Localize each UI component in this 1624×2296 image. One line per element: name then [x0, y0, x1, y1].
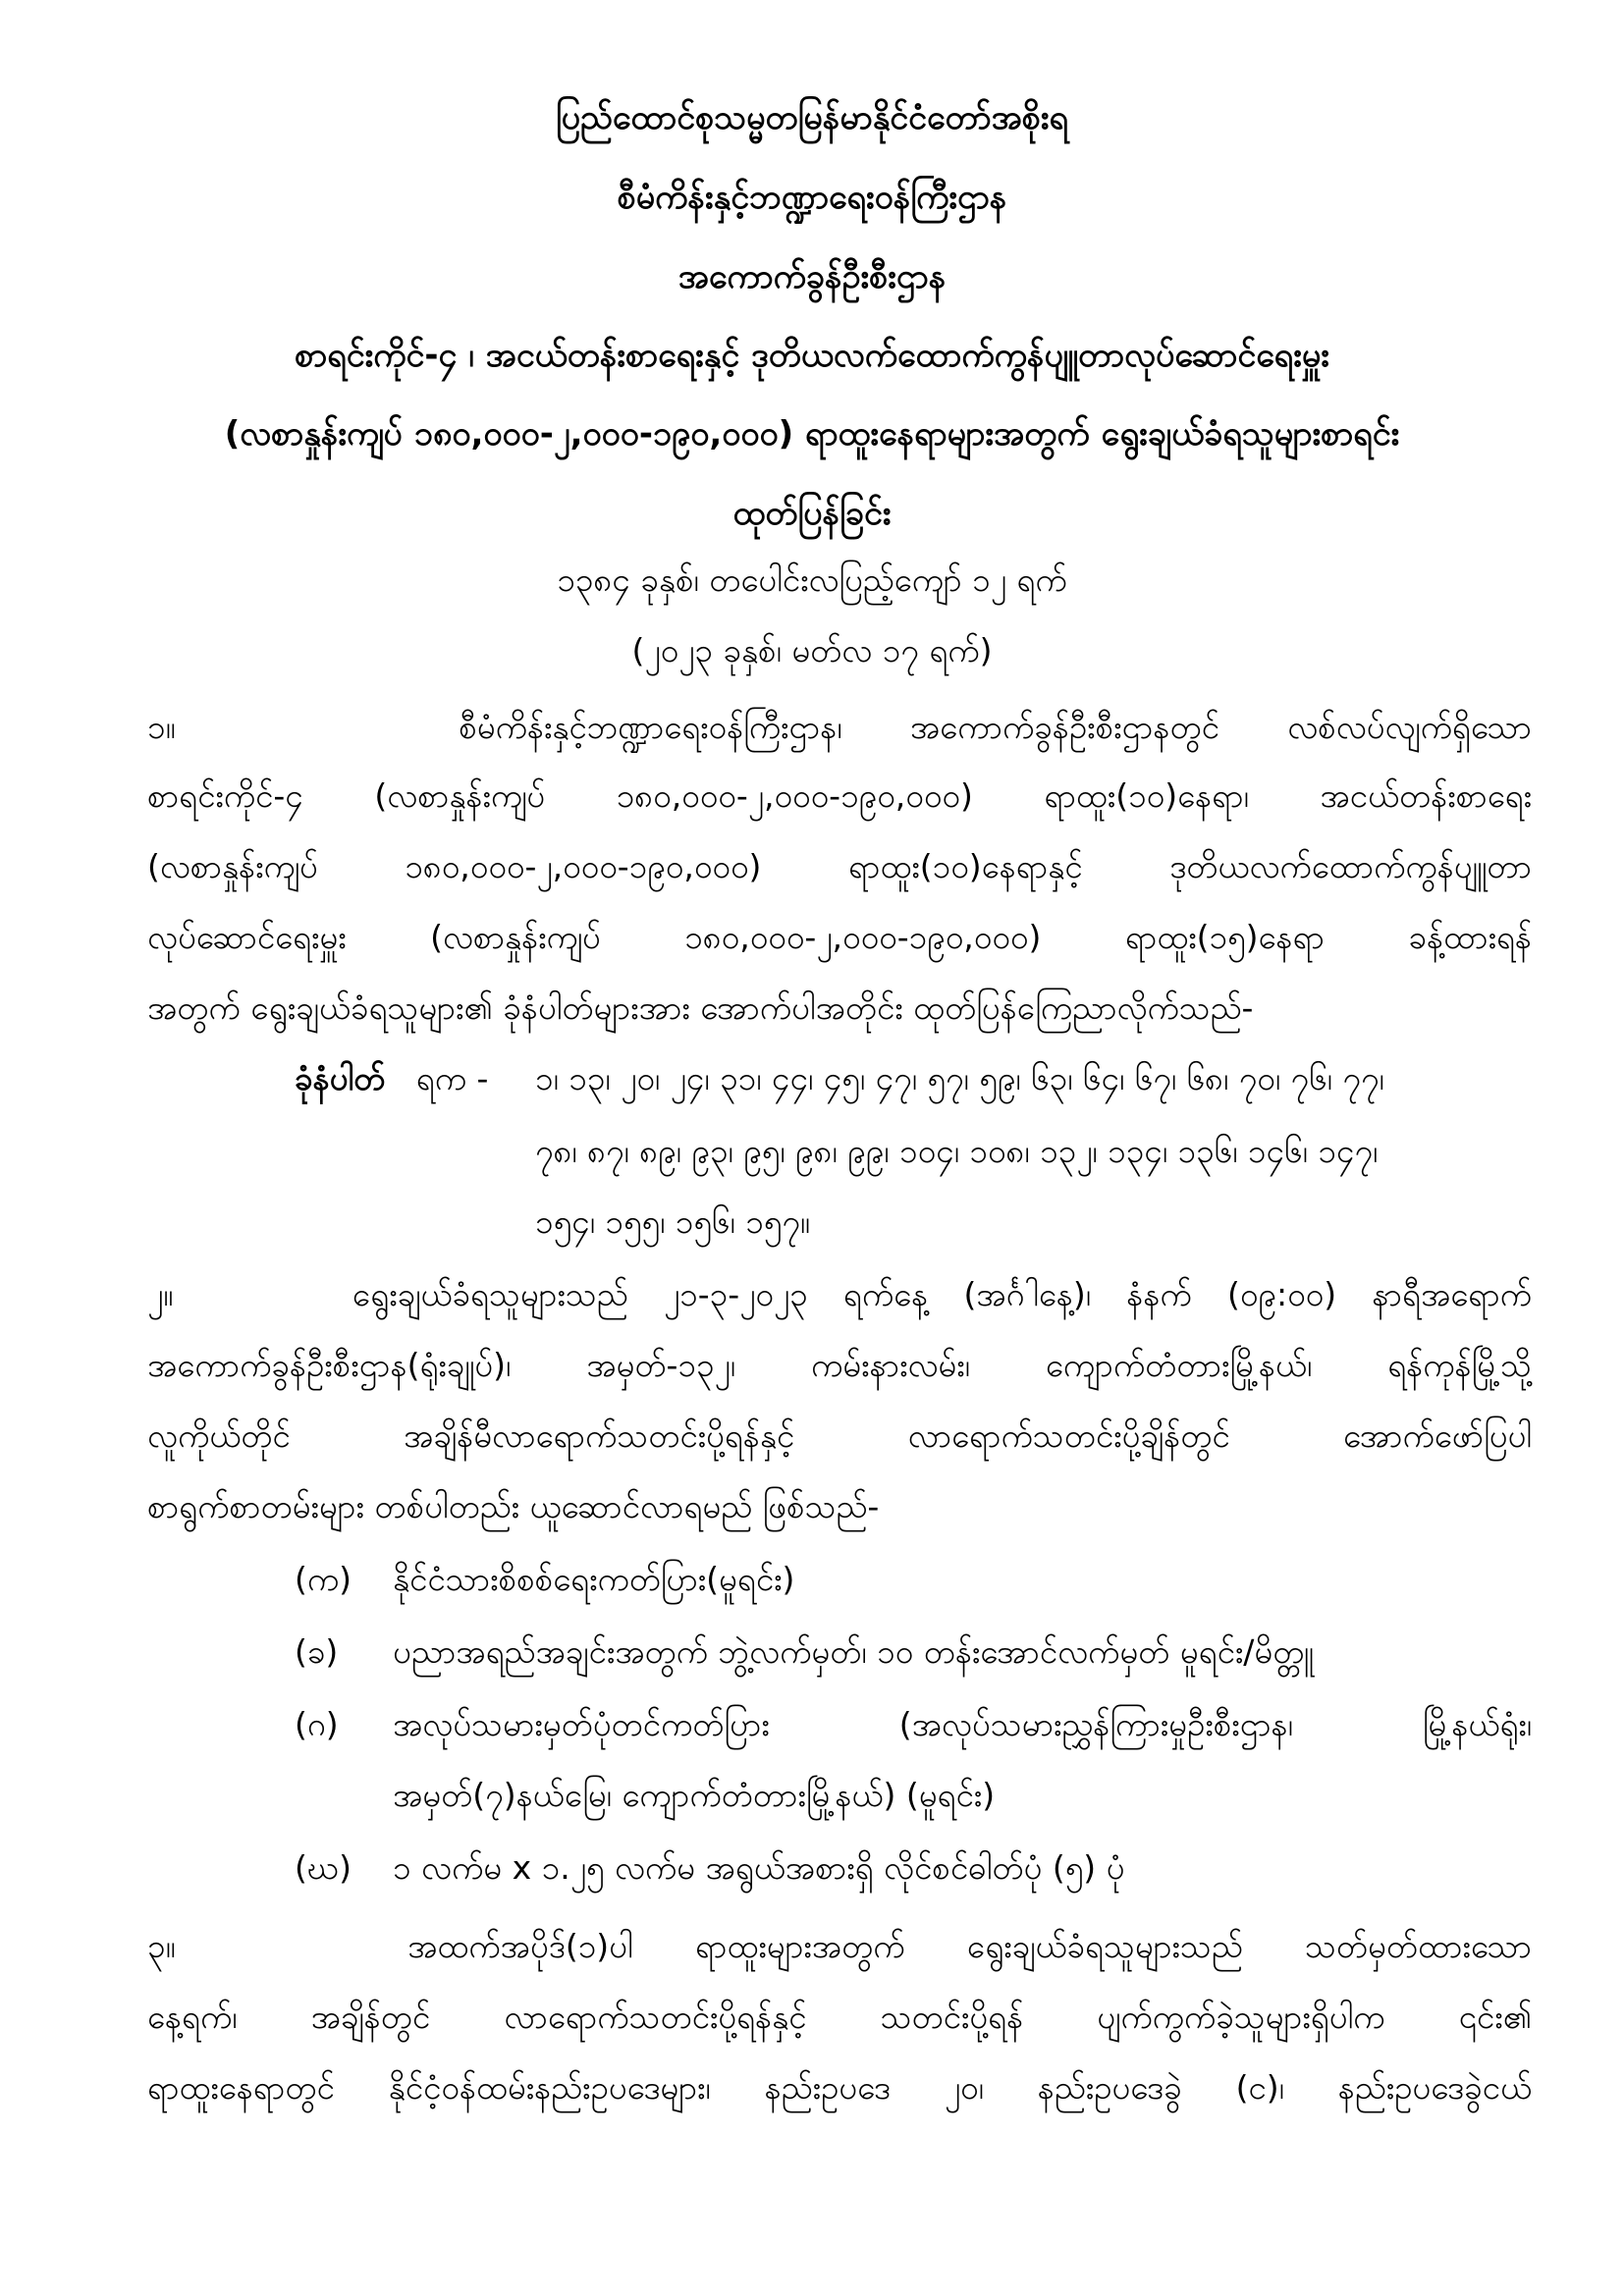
para1-word: ရာထူး(၁၅)နေရာ — [1124, 918, 1326, 956]
item-word: မြို့နယ်ရုံး၊ — [1422, 1705, 1532, 1743]
para2-word: အမှတ်-၁၃၂၊ — [586, 1346, 735, 1384]
para2-word: ကျောက်တံတားမြို့နယ်၊ — [1045, 1346, 1313, 1384]
para1-word: ၁၈၀,၀၀၀-၂,၀၀၀-၁၉၀,၀၀၀) — [405, 847, 762, 885]
ministry-title: စီမံကိန်းနှင့်ဘဏ္ဍာရေးဝန်ကြီးဌာန — [617, 178, 1007, 217]
para1-word: လစ်လပ်လျက်ရှိသော — [1287, 708, 1532, 746]
requirement-item — [295, 1845, 1532, 1891]
para3-word: အချိန်တွင် — [310, 1998, 431, 2036]
subject-line-2: (လစာနှုန်းကျပ် ၁၈၀,၀၀၀-၂,၀၀၀-၁၉၀,၀၀၀) ရာထူးနေရာများအတွက် ရွေးချယ်ခံရသူများစာရင်း — [224, 414, 1400, 454]
para1-word: ဒုတိယလက်ထောက်ကွန်ပျူတာ — [1169, 847, 1532, 885]
item-marker: (ဂ) — [295, 1705, 339, 1743]
requirement-item — [295, 1629, 1532, 1675]
para1-word: (လစာနှုန်းကျပ် — [147, 847, 318, 885]
seat-numbers-line3: ၁၅၄၊ ၁၅၅၊ ၁၅၆၊ ၁၅၇။ — [535, 1202, 810, 1241]
item-text: နိုင်ငံသားစိစစ်ရေးကတ်ပြား(မူရင်း) — [393, 1560, 795, 1598]
para3-word: (င)၊ — [1235, 2068, 1284, 2107]
para3-word: ၎င်း၏ — [1458, 1998, 1532, 2036]
para1-word: စာရင်းကိုင်-၄ — [147, 776, 303, 815]
item-word: (အလုပ်သမားညွှန်ကြားမှုဦးစီးဌာန၊ — [898, 1705, 1293, 1743]
para2-word: ရက်နေ့ — [842, 1275, 929, 1313]
seat-numbers-label: ခုံနံပါတ် — [295, 1059, 386, 1097]
para3-word: ရာထူးနေရာတွင် — [147, 2068, 335, 2107]
para2-line4: စာရွက်စာတမ်းများ တစ်ပါတည်း ယူဆောင်လာရမည် ဖြစ်သည်- — [147, 1487, 880, 1525]
government-title: ပြည်ထောင်စုသမ္မတမြန်မာနိုင်ငံတော်အစိုးရ — [555, 98, 1069, 137]
para3-line1 — [147, 1924, 1532, 1969]
item-word: အလုပ်သမားမှတ်ပုံတင်ကတ်ပြား — [393, 1705, 770, 1743]
para2-word: ရန်ကုန်မြို့သို့ — [1387, 1346, 1532, 1384]
item-marker: (ခ) — [295, 1632, 339, 1671]
para2-word: ရွေးချယ်ခံရသူများသည် — [352, 1275, 628, 1313]
para1-word: လုပ်ဆောင်ရေးမှူး — [147, 918, 347, 956]
para1-number: ၁။ — [147, 708, 176, 746]
seat-numbers-line1: ၁၊ ၁၃၊ ၂၀၊ ၂၄၊ ၃၁၊ ၄၄၊ ၄၅၊ ၄၇၊ ၅၇၊ ၅၉၊ ၆၃၊ ၆၄၊ ၆၇၊ ၆၈၊ ၇၀၊ ၇၆၊ ၇၇၊ — [535, 1059, 1384, 1097]
para3-word: ပျက်ကွက်ခဲ့သူများရှိပါက — [1097, 1998, 1385, 2036]
para3-line2 — [147, 1995, 1532, 2040]
para1-word: စီမံကိန်းနှင့်ဘဏ္ဍာရေးဝန်ကြီးဌာန၊ — [459, 708, 842, 746]
para2-word: ၂၁-၃-၂၀၂၃ — [663, 1275, 808, 1313]
para3-word: နိုင်ငံ့ဝန်ထမ်းနည်းဥပဒေများ၊ — [388, 2068, 711, 2107]
para3-word: အထက်အပိုဒ်(၁)ပါ — [407, 1927, 633, 1965]
item-marker: (ဃ) — [295, 1848, 352, 1887]
para1-word: အကောက်ခွန်ဦးစီးဌာနတွင် — [909, 708, 1219, 746]
subject-line-3: ထုတ်ပြန်ခြင်း — [732, 494, 892, 533]
para3-word: သတင်းပို့ရန် — [880, 1998, 1024, 2036]
para3-word: နေ့ရက်၊ — [147, 1998, 238, 2036]
para2-word: (အင်္ဂါနေ့)၊ — [963, 1275, 1091, 1313]
para1-word: ၁၈၀,၀၀၀-၂,၀၀၀-၁၉၀,၀၀၀) — [684, 918, 1042, 956]
subject-line-1: စာရင်းကိုင်-၄ ၊ အငယ်တန်းစာရေးနှင့် ဒုတိယလက်ထောက်ကွန်ပျူတာလုပ်ဆောင်ရေးမှူး — [295, 336, 1329, 375]
para2-word: နာရီအရောက် — [1372, 1275, 1532, 1313]
para2-number: ၂။ — [147, 1275, 174, 1313]
para2-word: လူကိုယ်တိုင် — [147, 1416, 291, 1455]
myanmar-date: ၁၃၈၄ ခုနှစ်၊ တပေါင်းလပြည့်ကျော် ၁၂ ရက် — [557, 561, 1067, 599]
requirement-item — [295, 1702, 1532, 1747]
para2-word: လာရောက်သတင်းပို့ချိန်တွင် — [907, 1416, 1230, 1455]
para2-word: အချိန်မီလာရောက်သတင်းပို့ရန်နှင့် — [404, 1416, 795, 1455]
para1-word: (လစာနှုန်းကျပ် — [374, 776, 546, 815]
item-text: ၁ လက်မ x ၁.၂၅ လက်မ အရွယ်အစားရှိ လိုင်စင်ဓါတ်ပုံ (၅) ပုံ — [393, 1848, 1125, 1887]
para1-line5: အတွက် ရွေးချယ်ခံရသူများ၏ ခုံနံပါတ်များအား အောက်ပါအတိုင်း ထုတ်ပြန်ကြေညာလိုက်သည်- — [147, 988, 1254, 1027]
para1-line4 — [147, 915, 1532, 960]
seat-numbers-prefix: ရက - — [415, 1059, 489, 1097]
para3-word: နည်းဥပဒေ — [764, 2068, 891, 2107]
para1-word: ရာထူး(၁၀)နေရာ၊ — [1044, 776, 1249, 815]
para3-word: ရွေးချယ်ခံရသူများသည် — [966, 1927, 1243, 1965]
para1-word: ၁၈၀,၀၀၀-၂,၀၀၀-၁၉၀,၀၀၀) — [616, 776, 973, 815]
para3-word: နည်းဥပဒေခွဲငယ် — [1337, 2068, 1532, 2107]
para1-line3 — [147, 844, 1532, 889]
para2-word: အောက်ဖော်ပြပါ — [1342, 1416, 1532, 1455]
para3-word: လာရောက်သတင်းပို့ရန်နှင့် — [504, 1998, 807, 2036]
item-marker: (က) — [295, 1560, 352, 1598]
para2-line1 — [147, 1272, 1532, 1317]
requirement-item — [295, 1557, 1532, 1602]
para1-word: အငယ်တန်းစာရေး — [1320, 776, 1532, 815]
para2-word: (၀၉:၀၀) — [1226, 1275, 1337, 1313]
para3-line3 — [147, 2065, 1532, 2110]
para2-line2 — [147, 1343, 1532, 1388]
item-text: ပညာအရည်အချင်းအတွက် ဘွဲ့လက်မှတ်၊ ၁၀ တန်းအောင်လက်မှတ် မူရင်း/မိတ္တူ — [393, 1632, 1314, 1671]
para3-word: ၂၀၊ — [944, 2068, 984, 2107]
para2-word: နံနက် — [1126, 1275, 1192, 1313]
para1-word: (လစာနှုန်းကျပ် — [430, 918, 601, 956]
para3-number: ၃။ — [147, 1927, 176, 1965]
para3-word: နည်းဥပဒေခွဲ — [1037, 2068, 1182, 2107]
para3-word: ရာထူးများအတွက် — [694, 1927, 905, 1965]
para2-line3 — [147, 1414, 1532, 1459]
para3-word: သတ်မှတ်ထားသော — [1304, 1927, 1532, 1965]
para1-word: ခန့်ထားရန် — [1408, 918, 1532, 956]
item-continuation: အမှတ်(၇)နယ်မြေ၊ ကျောက်တံတားမြို့နယ်) (မူရင်း) — [393, 1776, 996, 1814]
para1-line1 — [147, 705, 1532, 750]
para1-line2 — [147, 774, 1532, 819]
para2-word: ကမ်းနားလမ်း၊ — [810, 1346, 970, 1384]
department-title: အကောက်ခွန်ဦးစီးဌာန — [677, 257, 947, 296]
para1-word: ရာထူး(၁၀)နေရာနှင့် — [847, 847, 1083, 885]
seat-numbers-header — [295, 1056, 488, 1101]
seat-numbers-line2: ၇၈၊ ၈၇၊ ၈၉၊ ၉၃၊ ၉၅၊ ၉၈၊ ၉၉၊ ၁၀၄၊ ၁၀၈၊ ၁၃၂၊ ၁၃၄၊ ၁၃၆၊ ၁၄၆၊ ၁၄၇၊ — [535, 1132, 1379, 1170]
para2-word: အကောက်ခွန်ဦးစီးဌာန(ရုံးချုပ်)၊ — [147, 1346, 512, 1384]
gregorian-date: (၂၀၂၃ ခုနှစ်၊ မတ်လ ၁၇ ရက်) — [631, 631, 993, 669]
